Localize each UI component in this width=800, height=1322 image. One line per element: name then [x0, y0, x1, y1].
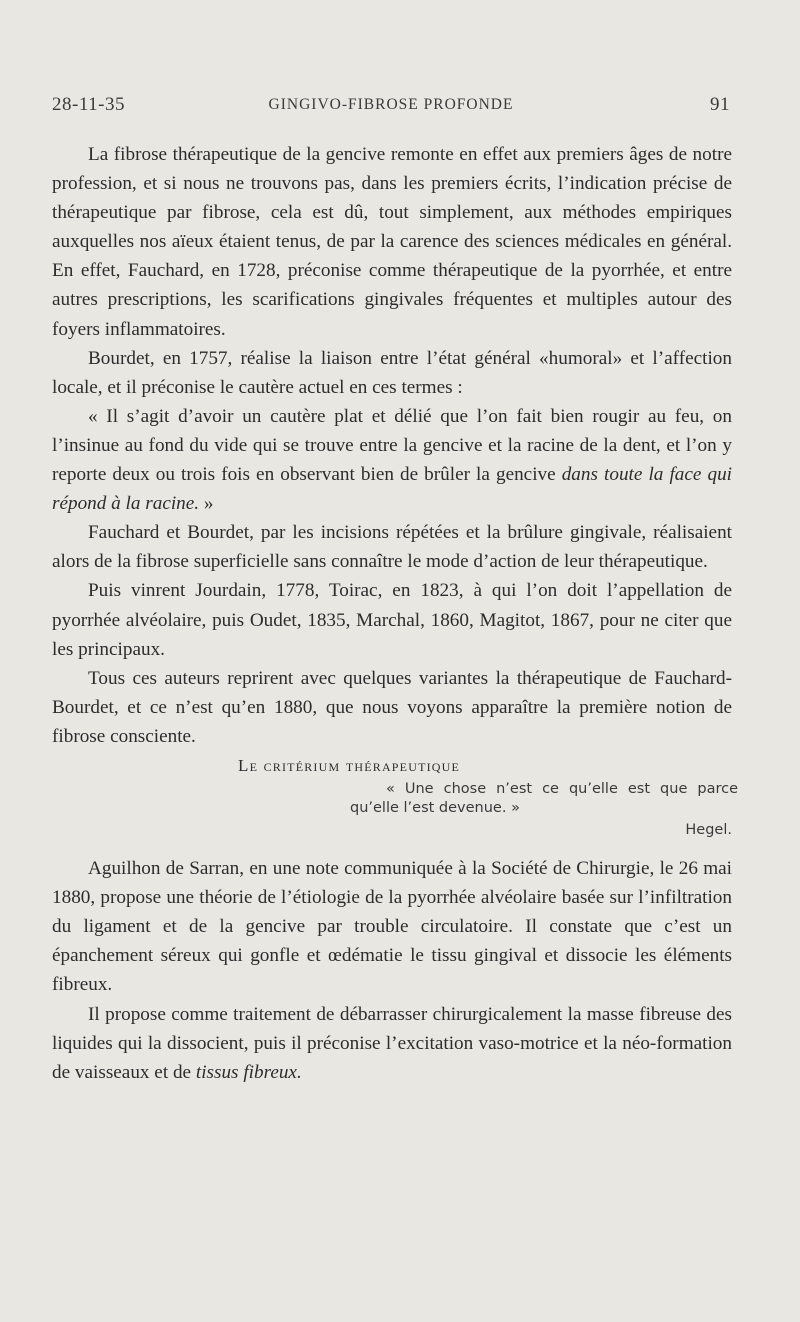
paragraph-2: Bourdet, en 1757, réalise la liaison entre l’état général «humoral» et l’affection locale, et il préconise le cautère actuel en ces termes : [52, 347, 732, 398]
header-date: 28-11-35 [52, 94, 125, 115]
quote-close: » [199, 493, 214, 515]
paragraph-1: La fibrose thérapeutique de la gencive remonte en effet aux premiers âges de notre profession, et si nous ne trouvons pas, dans les premiers écrits, l’indication précise de thérapeutique par fibrose, cela est dû, tout simplement, aux méthodes empiriques auxquelles nos aïeux étaient tenus, de par la carence des sciences médicales en général. En effet, Fauchard, en 1728, préconise comme thérapeutique de la pyorrhée, et entre autres prescriptions, les scarifications gingivales fréquentes et multiples autour des foyers inflammatoires. [52, 144, 732, 340]
body-text [52, 140, 738, 1087]
paragraph-5: Tous ces auteurs reprirent avec quelques variantes la thérapeutique de Fauchard-Bourdet, et ce n’est qu’en 1880, que nous voyons apparaître la première notion de fibrose consciente. [52, 667, 732, 747]
paragraph-7 [52, 1000, 732, 1087]
quote-text: « Il s’agit d’avoir un cautère plat et délié que l’on fait bien rougir au feu, on l’insinue au fond du vide qui se trouve entre la gencive et la racine de la dent, et l’on y reporte deux ou trois fois en observant bien de brûler la gencive [52, 405, 732, 486]
epigraph-text: « Une chose n’est ce qu’elle est que parce qu’elle l’est devenue. » [350, 781, 738, 817]
bourdet-quote [52, 402, 732, 518]
paragraph-4: Puis vinrent Jourdain, 1778, Toirac, en 1823, à qui l’on doit l’appellation de pyorrhée alvéolaire, puis Oudet, 1835, Marchal, 1860, Magitot, 1867, pour ne citer que les principaux. [52, 580, 732, 660]
paragraph-6: Aguilhon de Sarran, en une note communiquée à la Société de Chirurgie, le 26 mai 1880, propose une théorie de l’étiologie de la pyorrhée alvéolaire basée sur l’infiltration du ligament et de la gencive par trouble circulatoire. Il constate que c’est un épanchement séreux qui gonfle et œdématie le tissu gingival et dissocie les éléments fibreux. [52, 858, 732, 996]
paragraph-7-italic: tissus fibreux. [195, 1061, 302, 1083]
running-head [52, 94, 730, 124]
paragraph-7-text: Il propose comme traitement de débarrasser chirurgicalement la masse fibreuse des liquides qui la dissocient, puis il préconise l’excitation vaso-motrice et la néo-formation de vaisseaux et de [52, 1003, 732, 1083]
page-number: 91 [710, 94, 730, 115]
quote-italic: dans toute la face qui répond à la racine. [52, 464, 732, 515]
epigraph-author: Hegel. [685, 822, 732, 839]
header-title: GINGIVO-FIBROSE PROFONDE [268, 96, 514, 113]
epigraph [350, 780, 738, 840]
section-title: Le critérium thérapeutique [238, 755, 461, 775]
paragraph-3: Fauchard et Bourdet, par les incisions répétées et la brûlure gingivale, réalisaient alors de la fibrose superficielle sans connaître le mode d’action de leur thérapeutique. [52, 522, 732, 573]
